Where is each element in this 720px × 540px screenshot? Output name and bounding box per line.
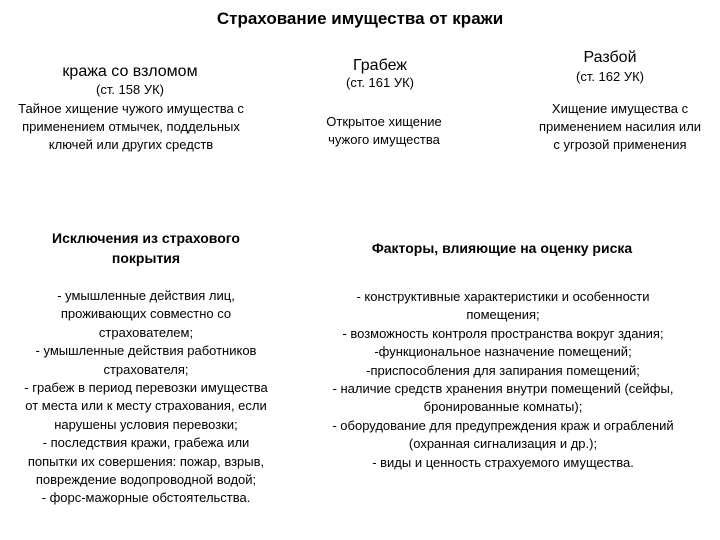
factors-title: Факторы, влияющие на оценку риска bbox=[371, 240, 633, 256]
factors-line: -функциональное назначение помещений; bbox=[374, 344, 632, 360]
armed-robbery-description-line: с угрозой применения bbox=[553, 137, 687, 152]
exclusions-title-line: Исключения из страхового bbox=[52, 230, 240, 246]
burglary-description-line: ключей или других средств bbox=[48, 137, 214, 152]
factors-line: - наличие средств хранения внутри помещений (сейфы, bbox=[332, 381, 674, 397]
exclusions-line: - умышленные действия работников bbox=[35, 343, 257, 359]
factors-line: - виды и ценность страхуемого имущества. bbox=[372, 454, 634, 470]
armed-robbery-article: (ст. 162 УК) bbox=[575, 69, 645, 84]
armed-robbery-description-line: применением насилия или bbox=[538, 119, 702, 134]
exclusions-line: страхователем; bbox=[98, 324, 194, 340]
burglary-article: (ст. 158 УК) bbox=[95, 82, 165, 97]
exclusions-line: попытки их совершения: пожар, взрыв, bbox=[27, 453, 265, 469]
exclusions-line: страхователя; bbox=[103, 361, 189, 377]
exclusions-line: повреждение водопроводной водой; bbox=[35, 472, 257, 488]
burglary-name: кража со взломом bbox=[62, 63, 198, 80]
factors-line: - конструктивные характеристики и особенности bbox=[356, 289, 650, 304]
burglary-description-line: Тайное хищение чужого имущества с bbox=[18, 101, 244, 116]
robbery-description bbox=[300, 113, 468, 149]
robbery-article: (ст. 161 УК) bbox=[345, 75, 415, 90]
armed-robbery-description bbox=[525, 100, 715, 154]
burglary-description-line: применением отмычек, поддельных bbox=[22, 119, 240, 134]
factors-line: - оборудование для предупреждения краж и ограблений bbox=[332, 417, 674, 433]
exclusions-line: нарушены условия перевозки; bbox=[54, 416, 238, 432]
exclusions-line: проживающих совместно со bbox=[60, 306, 232, 322]
factors-line: -приспособления для запирания помещений; bbox=[366, 362, 640, 378]
factors-line: бронированные комнаты); bbox=[423, 399, 583, 415]
armed-robbery-description-line: Хищение имущества с bbox=[551, 101, 689, 116]
factors-line: помещения; bbox=[466, 307, 540, 323]
exclusions-line: - грабеж в период перевозки имущества bbox=[24, 380, 268, 396]
factors-list bbox=[300, 288, 706, 472]
exclusions-line: - последствия кражи, грабежа или bbox=[42, 435, 250, 451]
robbery-description-line: чужого имущества bbox=[328, 132, 440, 147]
burglary-description bbox=[0, 100, 262, 154]
exclusions-list bbox=[0, 287, 292, 508]
exclusions-line: - форс-мажорные обстоятельства. bbox=[41, 490, 251, 506]
exclusions-title bbox=[10, 228, 282, 268]
exclusions-line: от места или к месту страхования, если bbox=[25, 398, 267, 414]
factors-line: - возможность контроля пространства вокруг здания; bbox=[342, 325, 664, 341]
robbery-name: Грабеж bbox=[353, 57, 407, 74]
page-title: Страхование имущества от кражи bbox=[216, 9, 504, 28]
exclusions-title-line: покрытия bbox=[111, 250, 181, 266]
exclusions-line: - умышленные действия лиц, bbox=[57, 288, 235, 303]
armed-robbery-name: Разбой bbox=[583, 49, 637, 66]
robbery-description-line: Открытое хищение bbox=[326, 114, 442, 129]
factors-line: (охранная сигнализация и др.); bbox=[408, 436, 598, 452]
